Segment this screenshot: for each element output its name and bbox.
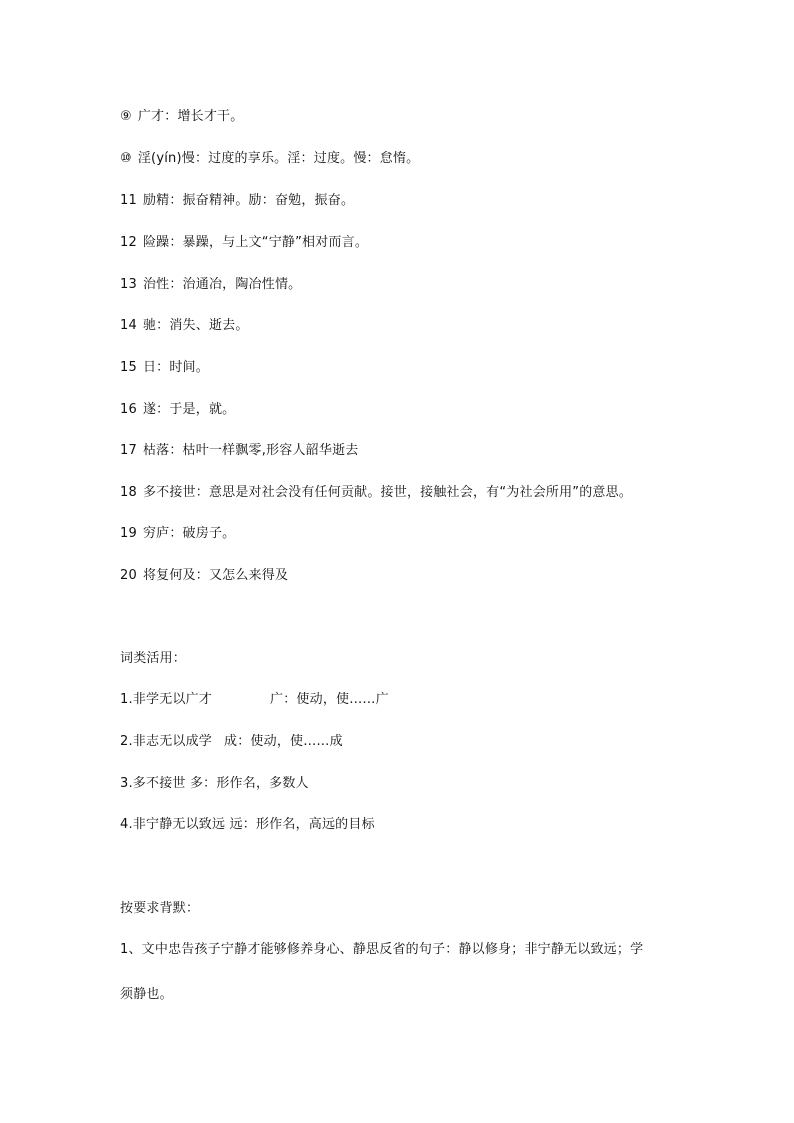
note-number: 19 — [120, 526, 137, 541]
note-item — [120, 192, 354, 210]
recite-line: 1、文中忠告孩子宁静才能够修养身心、静思反省的句子：静以修身；非宁静无以致远；学 — [120, 942, 644, 957]
note-number: ⑨ — [120, 109, 132, 124]
note-number: 17 — [120, 443, 137, 458]
word-class-item — [120, 733, 343, 751]
note-number: 15 — [120, 360, 137, 375]
note-number: 11 — [120, 193, 137, 208]
note-item — [120, 359, 209, 377]
note-text: 穷庐：破房子。 — [142, 526, 236, 541]
note-text: 多不接世：意思是对社会没有任何贡献。接世，接触社会，有“为社会所用”的意思。 — [142, 485, 633, 500]
note-number: 18 — [120, 485, 137, 500]
note-number: 20 — [120, 568, 137, 583]
word-class-phrase: 3.多不接世 — [120, 776, 186, 791]
note-item — [120, 234, 368, 252]
note-number: 12 — [120, 235, 137, 250]
word-class-phrase: 4.非宁静无以致远 — [120, 817, 226, 832]
note-item — [120, 525, 235, 543]
word-class-item — [120, 775, 309, 793]
note-item — [120, 276, 301, 294]
note-text: 治性：治通冶，陶冶性情。 — [142, 277, 302, 292]
note-item — [120, 150, 419, 168]
note-number: 16 — [120, 402, 137, 417]
note-text: 险躁：暴躁，与上文“宁静”相对而言。 — [142, 235, 369, 250]
note-text: 励精：振奋精神。励：奋勉，振奋。 — [142, 193, 355, 208]
note-text: 枯落：枯叶一样飘零,形容人韶华逝去 — [142, 443, 359, 458]
word-class-heading: 词类活用： — [120, 651, 187, 666]
word-class-explain: 远：形作名，高远的目标 — [229, 817, 375, 832]
note-text: 淫(yín)慢：过度的享乐。淫：过度。慢：怠惰。 — [137, 151, 420, 166]
word-class-item — [120, 691, 389, 709]
note-text: 遂：于是，就。 — [142, 402, 236, 417]
word-class-explain: 成：使动，使……成 — [224, 734, 343, 749]
note-item — [120, 401, 235, 419]
note-item — [120, 317, 249, 335]
note-text: 将复何及：又怎么来得及 — [142, 568, 289, 583]
word-class-phrase: 1.非学无以广才 — [120, 692, 213, 707]
note-number: 13 — [120, 277, 137, 292]
note-item — [120, 442, 359, 460]
word-class-explain: 多：形作名，多数人 — [189, 776, 309, 791]
note-item — [120, 567, 288, 585]
recite-line: 须静也。 — [120, 987, 173, 1002]
note-text: 驰：消失、逝去。 — [142, 318, 249, 333]
note-text: 日：时间。 — [142, 360, 209, 375]
recite-heading: 按要求背默： — [120, 901, 200, 916]
word-class-item — [120, 816, 375, 834]
note-number: ⑩ — [120, 151, 132, 166]
note-item — [120, 484, 632, 502]
note-text: 广才：增长才干。 — [137, 109, 244, 124]
word-class-phrase: 2.非志无以成学 — [120, 734, 213, 749]
note-number: 14 — [120, 318, 137, 333]
word-class-explain: 广：使动，使……广 — [270, 692, 389, 707]
note-item — [120, 108, 243, 126]
